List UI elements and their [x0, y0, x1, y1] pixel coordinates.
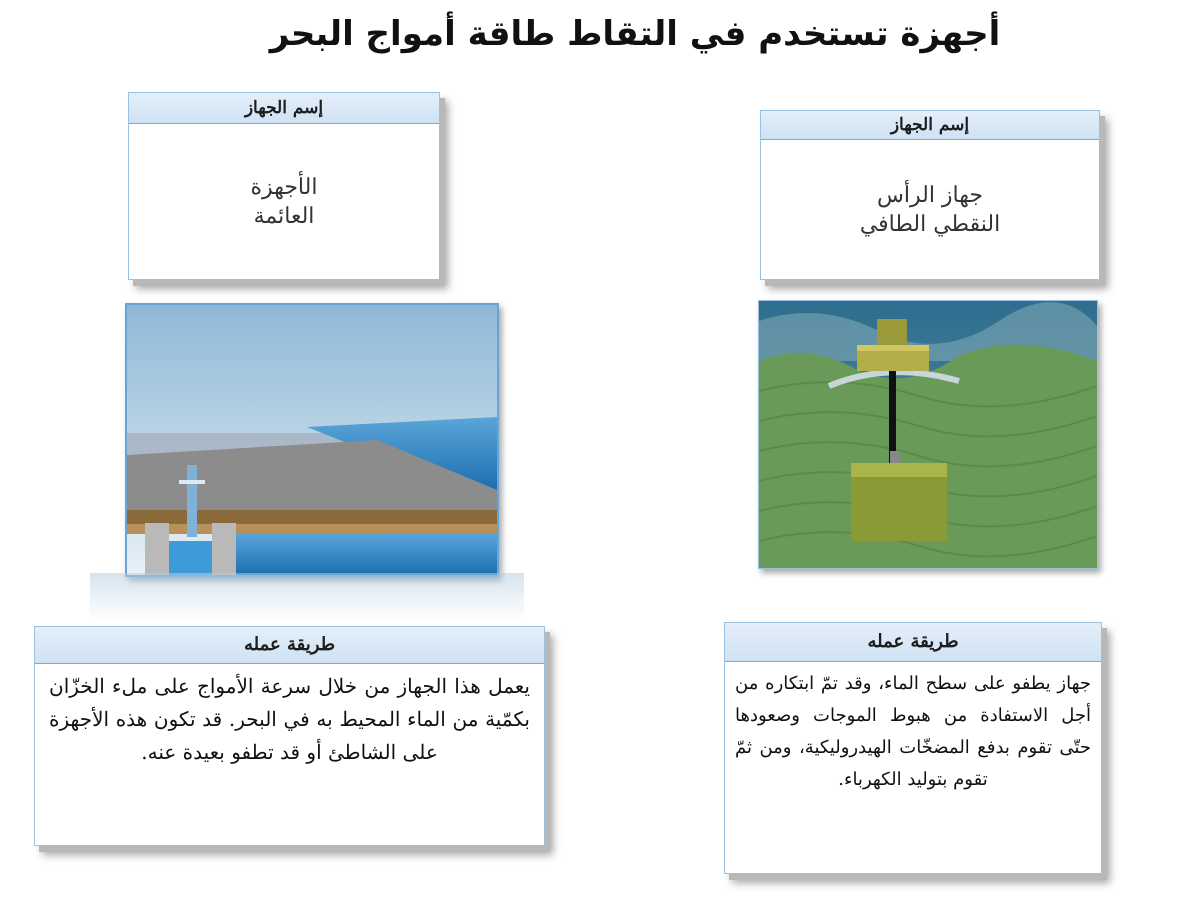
- device-method-header: طريقة عمله: [35, 627, 544, 664]
- device-method-text: جهاز يطفو على سطح الماء، وقد تمّ ابتكاره من أجل الاستفادة من هبوط الموجات وصعودها حتّى تقوم بدفع المضخّات الهيدروليكية، ومن ثمّ تقوم بتوليد الكهرباء.: [735, 673, 1091, 790]
- device-name-line-1: جهاز الرأس: [877, 182, 983, 208]
- device-name-text: [761, 140, 1099, 279]
- device-name-card-floating: [128, 92, 440, 280]
- floating-device-cutaway-illustration: [127, 305, 497, 575]
- device-name-line-2: النقطي الطافي: [859, 211, 1001, 237]
- image-reflection: [90, 573, 524, 621]
- device-name-text: [129, 124, 439, 279]
- floating-device-image: [125, 303, 499, 577]
- device-method-header: طريقة عمله: [725, 623, 1101, 662]
- page-title: أجهزة تستخدم في التقاط طاقة أمواج البحر: [269, 14, 1001, 54]
- device-method-card-point-absorber: [724, 622, 1102, 874]
- point-absorber-buoy-illustration: [759, 301, 1097, 568]
- device-name-card-point-absorber: [760, 110, 1100, 280]
- device-name-line-2: العائمة: [253, 203, 315, 229]
- device-name-header: إسم الجهاز: [761, 111, 1099, 140]
- point-absorber-image: [758, 300, 1098, 569]
- device-method-card-floating: [34, 626, 545, 846]
- device-name-header: إسم الجهاز: [129, 93, 439, 124]
- device-method-text: يعمل هذا الجهاز من خلال سرعة الأمواج على ملء الخزّان بكمّية من الماء المحيط به في البحر. قد تكون هذه الأجهزة على الشاطئ أو قد تطفو بعيدة عنه.: [49, 674, 530, 764]
- device-name-line-1: الأجهزة: [250, 174, 318, 200]
